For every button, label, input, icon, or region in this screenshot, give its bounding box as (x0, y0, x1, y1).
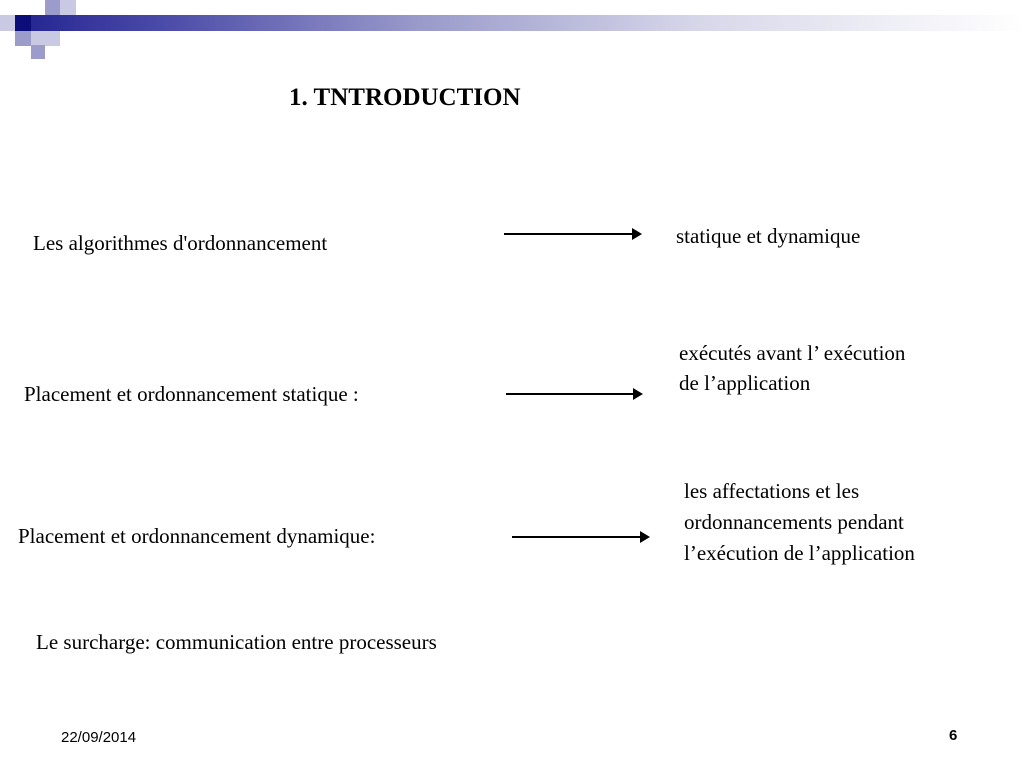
decor-square (45, 31, 60, 46)
decor-square (15, 31, 31, 46)
row-label-static: Placement et ordonnancement statique : (24, 382, 359, 406)
page-number: 6 (949, 727, 958, 744)
decor-square (60, 0, 76, 15)
row-value-dynamic-line3: l’exécution de l’application (684, 541, 915, 565)
slide-title: 1. TNTRODUCTION (289, 84, 521, 111)
row-value-static-line1: exécutés avant l’ exécution (679, 341, 906, 365)
decor-square (15, 15, 31, 31)
arrow-right-icon (512, 530, 650, 544)
decor-square (45, 0, 60, 15)
footer-date: 22/09/2014 (61, 729, 137, 746)
slide-note: Le surcharge: communication entre processeurs (36, 630, 437, 654)
row-value-static-line2: de l’application (679, 371, 811, 395)
header-gradient-band (0, 15, 1024, 31)
row-label-dynamic: Placement et ordonnancement dynamique: (18, 524, 376, 548)
arrow-right-icon (504, 227, 642, 241)
row-value-dynamic-line2: ordonnancements pendant (684, 510, 904, 534)
decor-square (31, 45, 45, 59)
row-label-algorithms: Les algorithmes d'ordonnancement (33, 231, 328, 255)
arrow-right-icon (506, 387, 643, 401)
row-value-dynamic-line1: les affectations et les (684, 479, 860, 503)
row-value-algorithms: statique et dynamique (676, 224, 861, 248)
decor-square (31, 31, 45, 45)
decor-square (0, 15, 15, 31)
